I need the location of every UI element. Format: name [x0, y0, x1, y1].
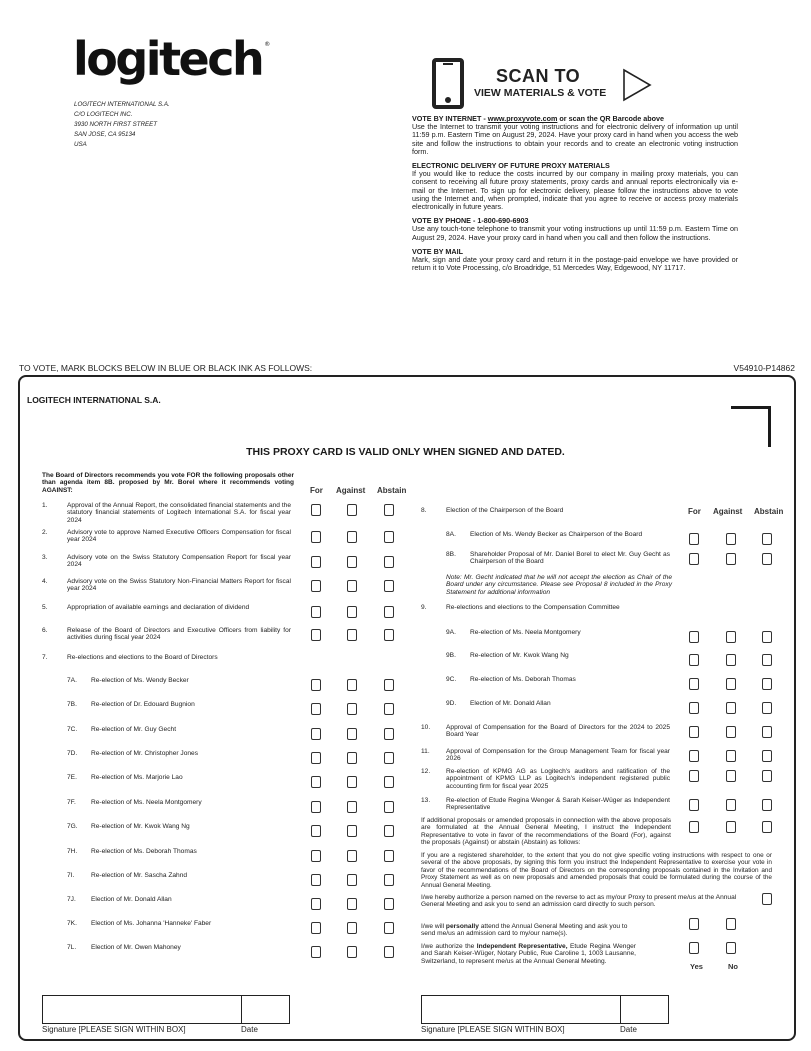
abstain-checkbox[interactable]: [384, 679, 394, 691]
for-checkbox[interactable]: [311, 504, 321, 516]
item-text: Election of Mr. Owen Mahoney: [91, 944, 181, 951]
item-text: Approval of the Annual Report, the consolidated financial statements and the statutory financial statements of Logitech International S.A. for fiscal year 2024: [67, 502, 291, 524]
against-checkbox[interactable]: [347, 679, 357, 691]
item-number: 7.: [42, 654, 48, 661]
voting-instructions: [412, 115, 738, 278]
amended-against-checkbox[interactable]: [726, 821, 736, 833]
item-number: 3.: [42, 554, 48, 561]
against-checkbox[interactable]: [347, 801, 357, 813]
item-text: Election of Ms. Wendy Becker as Chairperson of the Board: [470, 531, 643, 538]
smartphone-icon: [432, 58, 464, 109]
for-checkbox[interactable]: [689, 799, 699, 811]
col-header-for: For: [310, 486, 323, 495]
item-text: Re-election of Etude Regina Wenger & Sarah Keiser-Wüger as Independent Representative: [446, 797, 670, 812]
against-checkbox[interactable]: [726, 726, 736, 738]
against-checkbox[interactable]: [347, 556, 357, 568]
abstain-checkbox[interactable]: [384, 703, 394, 715]
date-label-2: Date: [620, 1025, 637, 1034]
against-checkbox[interactable]: [347, 703, 357, 715]
abstain-checkbox[interactable]: [384, 728, 394, 740]
item-text: Election of the Chairperson of the Board: [446, 507, 564, 514]
yes-label: Yes: [690, 962, 703, 971]
vote-by-internet: VOTE BY INTERNET - www.proxyvote.com or scan the QR Barcode above Use the Internet to transmit your voting instructions and for electronic delivery of information up until 11:59 p.m. Eastern Time on August 29, 2024. Have your proxy card in hand when you access the web site and follow the instructions to obtain your records and to create an electronic voting instruction form.: [412, 114, 738, 156]
mark-instruction: TO VOTE, MARK BLOCKS BELOW IN BLUE OR BLACK INK AS FOLLOWS:: [19, 363, 313, 373]
item-text: Appropriation of available earnings and declaration of dividend: [67, 604, 250, 611]
registered-shareholder-text: If you are a registered shareholder, to the extent that you do not give specific voting instructions with respect to one or several of the above proposals, by signing this form you instruct the Independent Representative to exercise your vote in favor of the recommendations of the Board of Directors on the corresponding proposals contained in the Invitation and Proxy Statement as well as on new proposals and amended proposals that could be formulated during the course of the Annual General Meeting.: [421, 852, 772, 889]
attend-yes-checkbox[interactable]: [689, 918, 699, 930]
item-number: 7G.: [67, 823, 78, 830]
item-number: 7K.: [67, 920, 77, 927]
proposal-note: Note: Mr. Gecht indicated that he will not accept the election as Chair of the Board under any circumstance. Please see Proposal 8 included in the Proxy Statement for additional information: [446, 574, 672, 596]
authorize-proxy-checkbox[interactable]: [762, 893, 772, 905]
item-text: Re-elections and elections to the Compensation Committee: [446, 604, 620, 611]
reference-code: V54910-P14862: [733, 363, 795, 373]
against-checkbox[interactable]: [347, 504, 357, 516]
for-checkbox[interactable]: [311, 922, 321, 934]
address-line: USA: [74, 141, 87, 148]
amended-abstain-checkbox[interactable]: [762, 821, 772, 833]
item-number: 7J.: [67, 896, 76, 903]
authorize-ir-yes-checkbox[interactable]: [689, 942, 699, 954]
abstain-checkbox[interactable]: [762, 750, 772, 762]
abstain-checkbox[interactable]: [762, 702, 772, 714]
item-text: Re-election of Ms. Neela Montgomery: [470, 629, 581, 636]
for-checkbox[interactable]: [311, 703, 321, 715]
against-checkbox[interactable]: [347, 898, 357, 910]
item-text: Advisory vote on the Swiss Statutory Non-Financial Matters Report for fiscal year 2024: [67, 578, 291, 593]
for-checkbox[interactable]: [689, 553, 699, 565]
item-text: Re-election of Mr. Guy Gecht: [91, 726, 177, 733]
col-header-for-right: For: [688, 507, 701, 516]
item-text: Re-election of Ms. Deborah Thomas: [470, 676, 576, 683]
for-checkbox[interactable]: [311, 825, 321, 837]
abstain-checkbox[interactable]: [762, 533, 772, 545]
abstain-checkbox[interactable]: [384, 629, 394, 641]
signature-label-1: Signature [PLEASE SIGN WITHIN BOX]: [42, 1025, 186, 1034]
proxyvote-link[interactable]: www.proxyvote.com: [487, 114, 558, 123]
item-text: Re-election of Dr. Edouard Bugnion: [91, 701, 195, 708]
abstain-checkbox[interactable]: [762, 678, 772, 690]
against-checkbox[interactable]: [347, 606, 357, 618]
abstain-checkbox[interactable]: [384, 776, 394, 788]
for-checkbox[interactable]: [311, 728, 321, 740]
item-number: 10.: [421, 724, 431, 731]
against-checkbox[interactable]: [347, 776, 357, 788]
against-checkbox[interactable]: [347, 629, 357, 641]
against-checkbox[interactable]: [726, 553, 736, 565]
item-number: 9C.: [446, 676, 457, 683]
for-checkbox[interactable]: [311, 850, 321, 862]
abstain-checkbox[interactable]: [384, 580, 394, 592]
for-checkbox[interactable]: [311, 752, 321, 764]
item-text: Re-election of Mr. Kwok Wang Ng: [91, 823, 190, 830]
item-number: 2.: [42, 529, 48, 536]
abstain-checkbox[interactable]: [762, 553, 772, 565]
for-checkbox[interactable]: [689, 770, 699, 782]
item-text: Re-election of Ms. Deborah Thomas: [91, 848, 197, 855]
item-text: Re-election of Ms. Neela Montgomery: [91, 799, 202, 806]
for-checkbox[interactable]: [689, 702, 699, 714]
address-line: C/O LOGITECH INC.: [74, 111, 133, 118]
item-number: 7C.: [67, 726, 78, 733]
signature-box-2[interactable]: [421, 995, 621, 1024]
for-checkbox[interactable]: [311, 679, 321, 691]
item-text: Re-election of Ms. Marjorie Lao: [91, 774, 183, 781]
abstain-checkbox[interactable]: [762, 654, 772, 666]
for-checkbox[interactable]: [689, 750, 699, 762]
against-checkbox[interactable]: [726, 533, 736, 545]
item-text: Approval of Compensation for the Group Management Team for fiscal year 2026: [446, 748, 670, 763]
abstain-checkbox[interactable]: [384, 922, 394, 934]
item-text: Re-elections and elections to the Board of Directors: [67, 654, 218, 661]
attend-no-checkbox[interactable]: [726, 918, 736, 930]
no-label: No: [728, 962, 738, 971]
amended-for-checkbox[interactable]: [689, 821, 699, 833]
against-checkbox[interactable]: [726, 750, 736, 762]
against-checkbox[interactable]: [347, 531, 357, 543]
against-checkbox[interactable]: [347, 874, 357, 886]
abstain-checkbox[interactable]: [384, 606, 394, 618]
item-number: 7F.: [67, 799, 76, 806]
item-number: 4.: [42, 578, 48, 585]
item-number: 6.: [42, 627, 48, 634]
item-text: Advisory vote on the Swiss Statutory Compensation Report for fiscal year 2024: [67, 554, 291, 569]
item-number: 7B.: [67, 701, 77, 708]
item-text: Election of Ms. Johanna 'Hanneke' Faber: [91, 920, 212, 927]
against-checkbox[interactable]: [347, 922, 357, 934]
for-checkbox[interactable]: [689, 533, 699, 545]
against-checkbox[interactable]: [726, 631, 736, 643]
item-text: Re-election of Mr. Christopher Jones: [91, 750, 199, 757]
abstain-checkbox[interactable]: [384, 850, 394, 862]
for-checkbox[interactable]: [311, 801, 321, 813]
abstain-checkbox[interactable]: [384, 898, 394, 910]
play-arrow-icon: [622, 68, 652, 102]
abstain-checkbox[interactable]: [384, 752, 394, 764]
item-number: 13.: [421, 797, 431, 804]
abstain-checkbox[interactable]: [384, 801, 394, 813]
attend-personally-text: I/we will personally attend the Annual General Meeting and ask you to send me/us an admission card to my/our name(s).: [421, 923, 628, 938]
item-number: 1.: [42, 502, 48, 509]
against-checkbox[interactable]: [347, 728, 357, 740]
corner-registration-mark: [731, 406, 771, 447]
authorize-proxy-text: I/we hereby authorize a person named on the reverse to act as my/our Proxy to present me/us at the Annual General Meeting and ask you to send an admission card directly to such person.: [421, 894, 737, 909]
for-checkbox[interactable]: [311, 531, 321, 543]
vote-by-mail: VOTE BY MAIL Mark, sign and date your proxy card and return it in the postage-paid envelope we have provided or return it to Vote Processing, c/o Broadridge, 51 Mercedes Way, Edgewood, NY 11717.: [412, 246, 738, 273]
for-checkbox[interactable]: [311, 606, 321, 618]
item-text: Election of Mr. Donald Allan: [91, 896, 172, 903]
abstain-checkbox[interactable]: [384, 556, 394, 568]
col-header-abstain-right: Abstain: [754, 507, 784, 516]
against-checkbox[interactable]: [347, 825, 357, 837]
against-checkbox[interactable]: [726, 799, 736, 811]
signature-label-2: Signature [PLEASE SIGN WITHIN BOX]: [421, 1025, 565, 1034]
item-number: 7I.: [67, 872, 75, 879]
item-number: 7D.: [67, 750, 78, 757]
col-header-abstain: Abstain: [377, 486, 407, 495]
for-checkbox[interactable]: [311, 556, 321, 568]
abstain-checkbox[interactable]: [762, 770, 772, 782]
abstain-checkbox[interactable]: [762, 799, 772, 811]
against-checkbox[interactable]: [726, 678, 736, 690]
amended-proposals-text: If additional proposals or amended proposals in connection with the above proposals are formulated at the Annual General Meeting, I instruct the Independent Representative to vote in favor of the recommendations of the Board (For), against the proposals (Against) or abstain (Abstain) as follows:: [421, 817, 671, 847]
for-checkbox[interactable]: [311, 776, 321, 788]
against-checkbox[interactable]: [726, 702, 736, 714]
valid-notice: THIS PROXY CARD IS VALID ONLY WHEN SIGNED AND DATED.: [246, 446, 565, 458]
item-number: 9B.: [446, 652, 456, 659]
for-checkbox[interactable]: [689, 654, 699, 666]
scan-subtitle: VIEW MATERIALS & VOTE: [474, 87, 607, 99]
for-checkbox[interactable]: [311, 898, 321, 910]
abstain-checkbox[interactable]: [384, 825, 394, 837]
item-text: Release of the Board of Directors and Executive Officers from liability for activities during fiscal year 2024: [67, 627, 291, 642]
item-number: 8.: [421, 507, 427, 514]
for-checkbox[interactable]: [311, 946, 321, 958]
authorize-ir-text: I/we authorize the Independent Representative, Etude Regina Wenger and Sarah Keiser-Wüger, Notary Public, Rue Caroline 1, 1003 Lausanne, Switzerland, to represent me/us at the Annual General Meeting.: [421, 943, 636, 965]
item-number: 9D.: [446, 700, 457, 707]
board-recommendation: The Board of Directors recommends you vote FOR the following proposals other than agenda item 8B. proposed by Mr. Borel where it recommends voting AGAINST:: [42, 472, 294, 494]
date-box-1[interactable]: [241, 995, 290, 1024]
address-line: SAN JOSE, CA 95134: [74, 131, 136, 138]
against-checkbox[interactable]: [347, 946, 357, 958]
for-checkbox[interactable]: [311, 629, 321, 641]
authorize-ir-no-checkbox[interactable]: [726, 942, 736, 954]
for-checkbox[interactable]: [311, 874, 321, 886]
date-box-2[interactable]: [620, 995, 669, 1024]
against-checkbox[interactable]: [347, 580, 357, 592]
return-address: [74, 100, 170, 150]
item-number: 12.: [421, 768, 431, 775]
date-label-1: Date: [241, 1025, 258, 1034]
item-text: Shareholder Proposal of Mr. Daniel Borel to elect Mr. Guy Gecht as Chairperson of the Board: [470, 551, 670, 566]
abstain-checkbox[interactable]: [384, 946, 394, 958]
item-number: 7E.: [67, 774, 77, 781]
item-number: 11.: [421, 748, 430, 755]
abstain-checkbox[interactable]: [762, 631, 772, 643]
signature-box-1[interactable]: [42, 995, 242, 1024]
item-number: 7H.: [67, 848, 78, 855]
address-line: 3930 NORTH FIRST STREET: [74, 121, 158, 128]
vote-by-phone: VOTE BY PHONE - 1-800-690-6903 Use any touch-tone telephone to transmit your voting instructions up until 11:59 p.m. Eastern Time on August 29, 2024. Have your proxy card in hand when you call and then follow the instructions.: [412, 216, 738, 242]
abstain-checkbox[interactable]: [384, 874, 394, 886]
item-number: 7A.: [67, 677, 77, 684]
item-text: Re-election of KPMG AG as Logitech's auditors and ratification of the appointment of KPMG LLP as Logitech's independent registered public accounting firm for fiscal year 2025: [446, 768, 670, 790]
for-checkbox[interactable]: [689, 678, 699, 690]
item-text: Re-election of Mr. Sascha Zahnd: [91, 872, 188, 879]
card-company-name: LOGITECH INTERNATIONAL S.A.: [27, 395, 161, 405]
against-checkbox[interactable]: [347, 752, 357, 764]
abstain-checkbox[interactable]: [384, 504, 394, 516]
for-checkbox[interactable]: [689, 631, 699, 643]
for-checkbox[interactable]: [311, 580, 321, 592]
abstain-checkbox[interactable]: [762, 726, 772, 738]
for-checkbox[interactable]: [689, 726, 699, 738]
item-text: Re-election of Ms. Wendy Becker: [91, 677, 189, 684]
item-number: 9A.: [446, 629, 456, 636]
col-header-against-right: Against: [713, 507, 743, 516]
item-number: 8A.: [446, 531, 456, 538]
against-checkbox[interactable]: [726, 770, 736, 782]
item-text: Advisory vote to approve Named Executive Officers Compensation for fiscal year 2024: [67, 529, 291, 544]
abstain-checkbox[interactable]: [384, 531, 394, 543]
electronic-delivery: ELECTRONIC DELIVERY OF FUTURE PROXY MATERIALS If you would like to reduce the costs incurred by our company in mailing proxy materials, you can consent to receiving all future proxy statements, proxy cards and annual reports electronically via e-mail or the Internet. To sign up for electronic delivery, please follow the instructions above to vote using the Internet and, when prompted, indicate that you agree to receive or access proxy materials electronically in future years.: [412, 161, 738, 212]
item-number: 5.: [42, 604, 48, 611]
item-number: 9.: [421, 604, 427, 611]
item-text: Re-election of Mr. Kwok Wang Ng: [470, 652, 569, 659]
item-number: 8B.: [446, 551, 456, 558]
scan-title: SCAN TO: [496, 66, 581, 86]
item-text: Approval of Compensation for the Board of Directors for the 2024 to 2025 Board Year: [446, 724, 670, 739]
item-number: 7L.: [67, 944, 77, 951]
logitech-logo: logitech ®: [73, 32, 271, 86]
item-text: Election of Mr. Donald Allan: [470, 700, 551, 707]
address-line: LOGITECH INTERNATIONAL S.A.: [74, 101, 170, 108]
against-checkbox[interactable]: [726, 654, 736, 666]
col-header-against: Against: [336, 486, 366, 495]
against-checkbox[interactable]: [347, 850, 357, 862]
